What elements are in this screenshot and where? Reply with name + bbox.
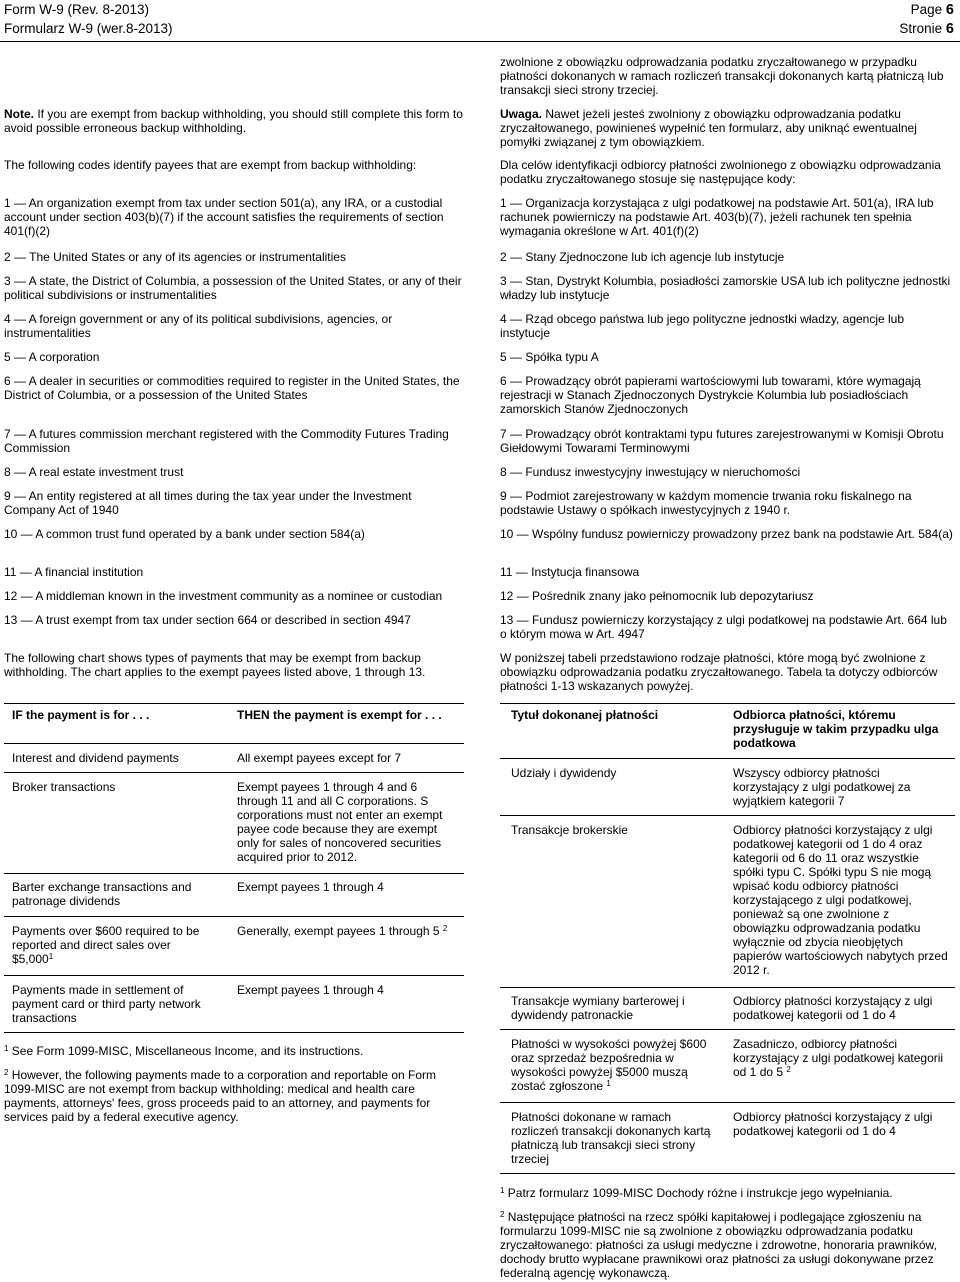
page-number-en: Page 6 [910,2,954,18]
code-item-pl-13: 13 — Fundusz powierniczy korzystający z ulgi podatkowej na podstawie Art. 664 lub o którym mowa w Art. 4947 [500,613,947,641]
footnote-1-en: $^1$ See Form 1099-MISC, Miscellaneous Income, and its instructions. [4,1044,364,1058]
page-number-pl: Stronie 6 [899,21,954,37]
continuation-paragraph-pl: zwolnione z obowiązku odprowadzania podatku zryczałtowanego w przypadku płatności dokonanych w ramach rozliczeń transakcji dokonanych kartą płatniczą lub transakcji sieci strony trzeciej. [500,55,944,97]
note-paragraph-en: Note. If you are exempt from backup withholding, you should still complete this form to avoid possible erroneous backup withholding. [4,107,463,135]
table-cell: Payments over $600 required to be reported and direct sales over $5,000$^1$ [12,924,200,966]
code-item-en-3: 3 — A state, the District of Columbia, a possession of the United States, or any of their political subdivisions or instrumentalities [4,274,462,302]
code-item-en-11: 11 — A financial institution [4,565,144,579]
code-item-pl-5: 5 — Spółka typu A [500,350,599,364]
table-cell: Odbiorcy płatności korzystający z ulgi podatkowej kategorii od 1 do 4 [733,994,933,1022]
form-revision-en: Form W-9 (Rev. 8-2013) [4,2,150,17]
table-cell: Odbiorcy płatności korzystający z ulgi podatkowej kategorii od 1 do 4 oraz kategorii od 6 do 11 oraz wszystkie spółki typu C. Spółki typu S nie mogą wpisać kodu odbiorcy płatności korzystającego z ulgi podatkowej, ponieważ są one zwolnione z obowiązku odprowadzania podatku wyłącznie od zbycia nieobjętych papierów wartościowych nabytych przed 2012 r. [733,823,948,977]
code-item-en-5: 5 — A corporation [4,350,100,364]
table-cell: All exempt payees except for 7 [237,751,402,765]
code-item-pl-7: 7 — Prowadzący obrót kontraktami typu futures zarejestrowanymi w Komisji Obrotu Giełdowymi Towarami Terminowymi [500,427,944,455]
table-rule [4,873,464,874]
code-item-en-7: 7 — A futures commission merchant registered with the Commodity Futures Trading Commission [4,427,449,455]
code-item-pl-6: 6 — Prowadzący obrót papierami wartościowymi lub towarami, które wymagają rejestracji w Stanach Zjednoczonych Dystrykcie Kolumbia lub posiadłościach zamorskich Stanów Zjednoczonych [500,374,921,416]
footnote-2-pl: $^2$ Następujące płatności na rzecz spółki kapitałowej i podlegające zgłoszeniu na formularzu 1099-MISC nie są zwolnione z obowiązku odprowadzania podatku zryczałtowanego: płatności za usługi medyczne i zdrowotne, honoraria prawników, dochody brutto wypłacane prawnikowi oraz płatności za usługi dokonywane przez federalną agencję wykonawczą. [500,1210,937,1280]
table-rule [500,1102,955,1103]
code-item-en-4: 4 — A foreign government or any of its political subdivisions, agencies, or instrumentalities [4,312,393,340]
table-cell: Udziały i dywidendy [511,766,617,780]
table-cell: Broker transactions [12,780,116,794]
table-header-cell: IF the payment is for . . . [12,708,150,722]
table-top-rule [4,703,464,704]
table-cell: Płatności dokonane w ramach rozliczeń transakcji dokonanych kartą płatniczą lub transakcji sieci strony trzeciej [511,1110,711,1166]
table-rule [500,758,955,759]
table-header-cell: Tytuł dokonanej płatności [511,708,659,722]
table-cell: Odbiorcy płatności korzystający z ulgi podatkowej kategorii od 1 do 4 [733,1110,933,1138]
table-top-rule [500,703,955,704]
table-header-cell: THEN the payment is exempt for . . . [237,708,442,722]
code-item-pl-10: 10 — Wspólny fundusz powierniczy prowadzony przez bank na podstawie Art. 584(a) [500,527,953,541]
note-paragraph-pl: Uwaga. Nawet jeżeli jesteś zwolniony z obowiązku odprowadzania podatku zryczałtowanego, powinieneś wypełnić ten formularz, aby uniknąć ewentualnej pomyłki związanej z tym obowiązkiem. [500,107,917,149]
form-revision-pl: Formularz W-9 (wer.8-2013) [4,21,173,36]
code-item-en-10: 10 — A common trust fund operated by a bank under section 584(a) [4,527,365,541]
code-item-pl-3: 3 — Stan, Dystrykt Kolumbia, posiadłości zamorskie USA lub ich polityczne jednostki władzy lub instytucje [500,274,951,302]
footnote-2-en: $^2$ However, the following payments made to a corporation and reportable on Form 1099-MISC are not exempt from backup withholding: medical and health care payments, attorneys' fees, gross proceeds paid to an attorney, and payments for services paid by a federal executive agency. [4,1068,437,1124]
table-rule [4,975,464,976]
code-item-en-13: 13 — A trust exempt from tax under section 664 or described in section 4947 [4,613,411,627]
table-cell: Exempt payees 1 through 4 and 6 through 11 and all C corporations. S corporations must not enter an exempt payee code because they are exempt only for sales of noncovered securities acquired prior to 2012. [237,780,443,864]
table-rule [4,772,464,773]
table-cell: Generally, exempt payees 1 through 5 $^2$ [237,924,448,938]
table-rule [500,815,955,816]
table-bottom-rule [4,1032,464,1033]
table-rule [4,743,464,744]
code-item-pl-2: 2 — Stany Zjednoczone lub ich agencje lub instytucje [500,250,785,264]
table-cell: Payments made in settlement of payment card or third party network transactions [12,983,201,1025]
table-cell: Interest and dividend payments [12,751,179,765]
table-cell: Exempt payees 1 through 4 [237,983,384,997]
table-bottom-rule [500,1173,955,1174]
table-cell: Płatności w wysokości powyżej $600 oraz sprzedaż bezpośrednia w wysokości powyżej $5000 muszą zostać zgłoszone $^1$ [511,1037,707,1093]
code-item-en-1: 1 — An organization exempt from tax under section 501(a), any IRA, or a custodial account under section 403(b)(7) if the account satisfies the requirements of section 401(f)(2) [4,196,444,238]
table-rule [4,916,464,917]
header-rule [0,41,960,42]
table-cell: Transakcje brokerskie [511,823,628,837]
table-cell: Exempt payees 1 through 4 [237,880,384,894]
table-cell: Transakcje wymiany barterowej i dywidendy patronackie [511,994,685,1022]
table-header-cell: Odbiorca płatności, któremu przysługuje w takim przypadku ulga podatkowa [733,708,939,750]
chart-intro-pl: W poniższej tabeli przedstawiono rodzaje płatności, które mogą być zwolnione z obowiązku odprowadzania podatku zryczałtowanego. Tabela ta dotyczy odbiorców płatności 1-13 wskazanych powyżej. [500,651,938,693]
code-item-en-8: 8 — A real estate investment trust [4,465,184,479]
table-cell: Barter exchange transactions and patronage dividends [12,880,192,908]
footnote-1-pl: $^1$ Patrz formularz 1099-MISC Dochody różne i instrukcje jego wypełniania. [500,1186,893,1200]
codes-intro-en: The following codes identify payees that are exempt from backup withholding: [4,158,417,172]
code-item-pl-1: 1 — Organizacja korzystająca z ulgi podatkowej na podstawie Art. 501(a), IRA lub rachunek powierniczy na podstawie Art. 403(b)(7), jeżeli rachunek ten spełnia wymagania określone w Art. 401(f)(2) [500,196,934,238]
table-cell: Wszyscy odbiorcy płatności korzystający z ulgi podatkowej za wyjątkiem kategorii 7 [733,766,911,808]
code-item-en-6: 6 — A dealer in securities or commodities required to register in the United States, the District of Columbia, or a possession of the United States [4,374,460,402]
table-rule [500,1029,955,1030]
code-item-en-12: 12 — A middleman known in the investment community as a nominee or custodian [4,589,443,603]
table-cell: Zasadniczo, odbiorcy płatności korzystający z ulgi podatkowej kategorii od 1 do 5 $^2$ [733,1037,944,1079]
code-item-pl-11: 11 — Instytucja finansowa [500,565,640,579]
code-item-en-9: 9 — An entity registered at all times during the tax year under the Investment Company Act of 1940 [4,489,412,517]
code-item-pl-9: 9 — Podmiot zarejestrowany w każdym momencie trwania roku fiskalnego na podstawie Ustawy o spółkach inwestycyjnych z 1940 r. [500,489,912,517]
code-item-pl-8: 8 — Fundusz inwestycyjny inwestujący w nieruchomości [500,465,801,479]
code-item-pl-4: 4 — Rząd obcego państwa lub jego polityczne jednostki władzy, agencje lub instytucje [500,312,905,340]
chart-intro-en: The following chart shows types of payments that may be exempt from backup withholding. The chart applies to the exempt payees listed above, 1 through 13. [4,651,426,679]
codes-intro-pl: Dla celów identyfikacji odbiorcy płatności zwolnionego z obowiązku odprowadzania podatku zryczałtowanego stosuje się następujące kody: [500,158,941,186]
code-item-pl-12: 12 — Pośrednik znany jako pełnomocnik lub depozytariusz [500,589,814,603]
table-rule [500,987,955,988]
code-item-en-2: 2 — The United States or any of its agencies or instrumentalities [4,250,346,264]
